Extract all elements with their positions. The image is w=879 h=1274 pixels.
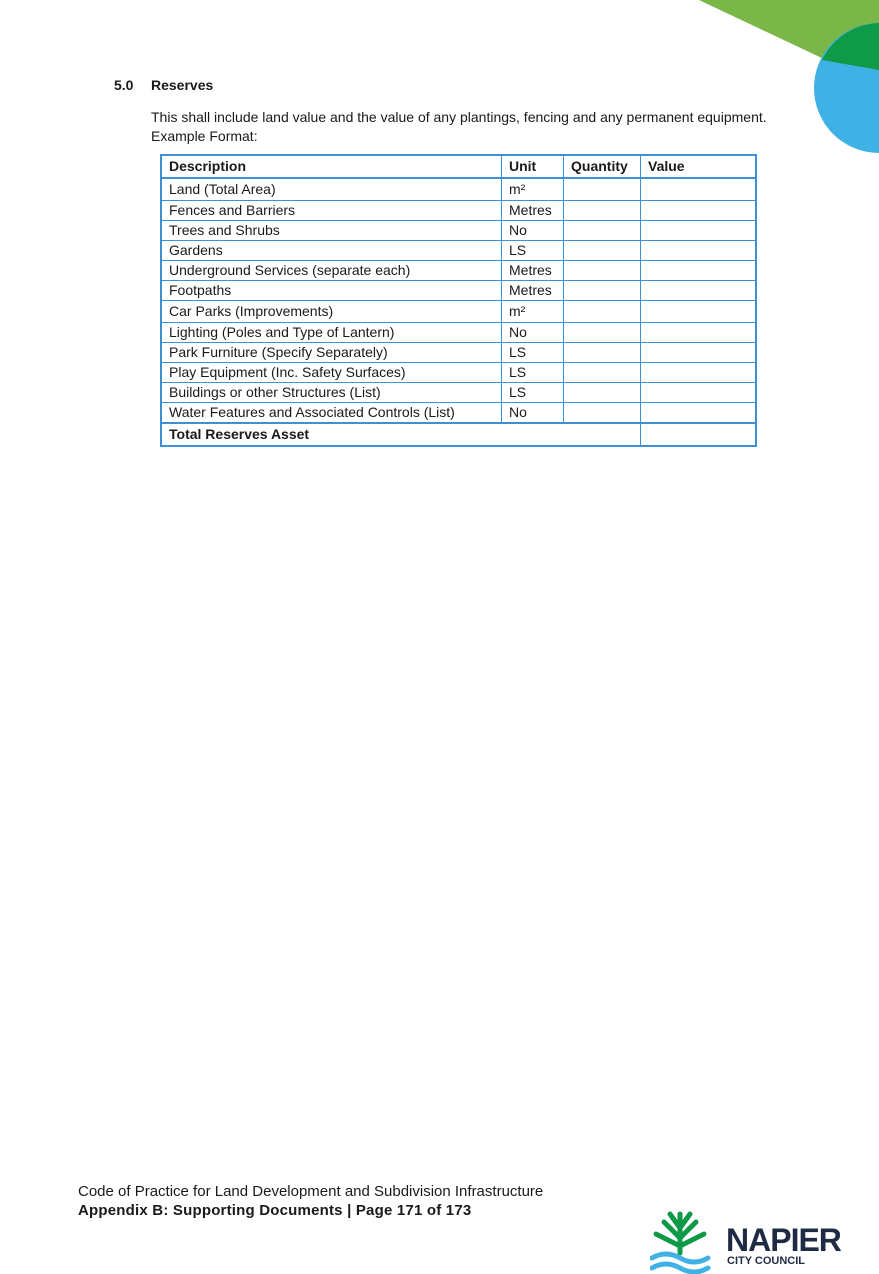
row-quantity: [564, 363, 641, 383]
header-value: Value: [641, 155, 757, 178]
table-row: [161, 363, 756, 383]
table-row: [161, 403, 756, 424]
row-unit: LS: [502, 241, 564, 261]
row-value: [641, 383, 757, 403]
row-unit: m²: [502, 301, 564, 323]
row-value: [641, 301, 757, 323]
section-heading: [114, 77, 213, 93]
row-description: Play Equipment (Inc. Safety Surfaces): [161, 363, 502, 383]
footer-document-title: Code of Practice for Land Development and Subdivision Infrastructure: [78, 1183, 544, 1200]
row-value: [641, 363, 757, 383]
table-row: [161, 261, 756, 281]
row-quantity: [564, 261, 641, 281]
row-description: Buildings or other Structures (List): [161, 383, 502, 403]
row-quantity: [564, 241, 641, 261]
row-unit: LS: [502, 363, 564, 383]
row-value: [641, 281, 757, 301]
row-value: [641, 201, 757, 221]
row-unit: Metres: [502, 261, 564, 281]
total-label: Total Reserves Asset: [161, 423, 641, 446]
row-value: [641, 221, 757, 241]
logo-name: NAPIER: [726, 1222, 841, 1258]
row-description: Footpaths: [161, 281, 502, 301]
table-row: [161, 241, 756, 261]
row-unit: LS: [502, 343, 564, 363]
row-unit: No: [502, 403, 564, 424]
row-quantity: [564, 343, 641, 363]
table-row: [161, 383, 756, 403]
footer-page-info: Appendix B: Supporting Documents | Page 171 of 173: [78, 1202, 472, 1219]
total-value: [641, 423, 757, 446]
row-value: [641, 323, 757, 343]
row-description: Car Parks (Improvements): [161, 301, 502, 323]
row-description: Gardens: [161, 241, 502, 261]
table-row: [161, 281, 756, 301]
row-quantity: [564, 201, 641, 221]
row-quantity: [564, 178, 641, 201]
table-row: [161, 221, 756, 241]
row-quantity: [564, 403, 641, 424]
section-title: Reserves: [151, 77, 214, 93]
row-value: [641, 241, 757, 261]
row-description: Water Features and Associated Controls (List): [161, 403, 502, 424]
row-value: [641, 403, 757, 424]
row-unit: m²: [502, 178, 564, 201]
row-unit: No: [502, 221, 564, 241]
table-row: [161, 178, 756, 201]
intro-text: This shall include land value and the value of any plantings, fencing and any permanent equipment.: [151, 109, 767, 125]
row-quantity: [564, 281, 641, 301]
table-header-row: [161, 155, 756, 178]
row-description: Land (Total Area): [161, 178, 502, 201]
row-unit: No: [502, 323, 564, 343]
table-row: [161, 201, 756, 221]
row-description: Park Furniture (Specify Separately): [161, 343, 502, 363]
header-description: Description: [161, 155, 502, 178]
row-value: [641, 178, 757, 201]
row-value: [641, 343, 757, 363]
section-intro: [151, 108, 831, 146]
row-value: [641, 261, 757, 281]
row-description: Trees and Shrubs: [161, 221, 502, 241]
row-description: Lighting (Poles and Type of Lantern): [161, 323, 502, 343]
row-description: Fences and Barriers: [161, 201, 502, 221]
table-row: [161, 323, 756, 343]
example-format-label: Example Format:: [151, 128, 258, 144]
table-total-row: [161, 423, 756, 446]
reserves-asset-table: [160, 154, 757, 447]
row-quantity: [564, 221, 641, 241]
row-quantity: [564, 323, 641, 343]
section-number: 5.0: [114, 77, 134, 93]
row-unit: Metres: [502, 281, 564, 301]
row-quantity: [564, 301, 641, 323]
row-unit: Metres: [502, 201, 564, 221]
header-unit: Unit: [502, 155, 564, 178]
row-quantity: [564, 383, 641, 403]
header-quantity: Quantity: [564, 155, 641, 178]
row-unit: LS: [502, 383, 564, 403]
table-row: [161, 343, 756, 363]
table-row: [161, 301, 756, 323]
logo-subtitle: CITY COUNCIL: [727, 1255, 806, 1267]
row-description: Underground Services (separate each): [161, 261, 502, 281]
